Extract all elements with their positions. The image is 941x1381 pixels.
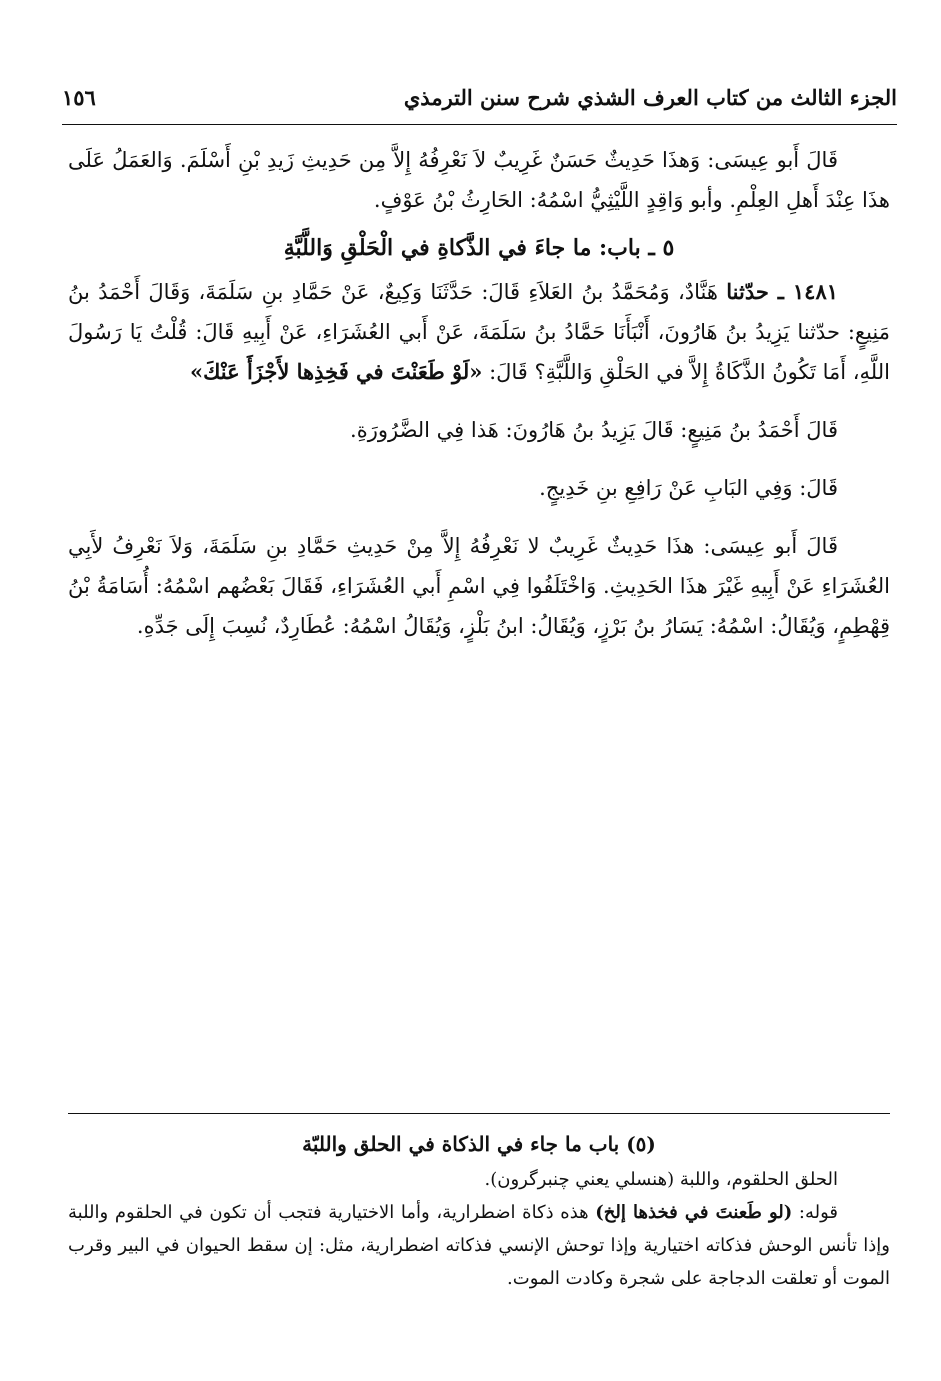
- running-title: الجزء الثالث من كتاب العرف الشذي شرح سنن الترمذي: [403, 84, 897, 110]
- bab-paragraph: قَالَ: وَفِي البَابِ عَنْ رَافِعِ بنِ خَدِيجٍ.: [539, 476, 838, 500]
- footnote-rule: [68, 1113, 890, 1114]
- footnotes: [68, 1128, 890, 1295]
- header-rule: [62, 124, 897, 125]
- footnote-prefix: قوله:: [798, 1202, 838, 1223]
- section-title: ٥ ـ باب: ما جاءَ في الذَّكاةِ في الْحَلْقِ وَاللَّبَّةِ: [283, 235, 675, 261]
- intro-paragraph: قَالَ أَبو عِيسَى: وَهذَا حَدِيثٌ حَسَنٌ غَرِيبٌ لاَ نَعْرِفُهُ إِلاَّ مِن حَدِيثِ زَيدِ بْنِ أَسْلَمَ. وَالعَمَلُ عَلَى هذَا عِنْدَ أَهلِ العِلْمِ. وأبو وَاقِدٍ اللَّيْثِيُّ اسْمُهُ: الحَارِثُ بْنُ عَوْفٍ.: [68, 148, 890, 212]
- hadith-text: هَنَّادٌ، وَمُحَمَّدُ بنُ العَلاَءِ قَالَ: حَدَّثَنَا وَكِيعٌ، عَنْ حَمَّادِ بنِ سَلَمَةَ، وَقَالَ أَحْمَدُ بنُ مَنِيعٍ: حدّثنا يَزِيدُ بنُ هَارُونَ، أَنْبَأَنَا حَمَّادُ بنُ سَلَمَةَ، عَنْ أَبي العُشَرَاءِ، عَنْ أَبِيهِ قَالَ: قُلْتُ يَا رَسُولَ اللَّهِ، أَمَا تَكُونُ الذَّكَاةُ إِلاَّ في الحَلْقِ وَاللَّبَّةِ؟ قَالَ:: [68, 280, 890, 384]
- footnote-body: هذه ذكاة اضطرارية، وأما الاختيارية فتجب أن تكون في الحلقوم واللبة وإذا تأنس الوحش فذكاته اختيارية وإذا توحش الإنسي فذكاته اضطرارية، مثل: إن سقط الحيوان في البير وقرب الموت أو تعلقت الدجاجة على شجرة وكادت الموت.: [68, 1202, 890, 1289]
- footnote-line-2: [68, 1196, 890, 1295]
- hadith-paragraph: [68, 272, 890, 392]
- hadith-number: ١٤٨١ ـ حدّثنا: [726, 279, 839, 304]
- page-header: [62, 80, 897, 114]
- ahmad-paragraph: قَالَ أَحْمَدُ بنُ مَنِيعٍ: قَالَ يَزِيدُ بنُ هَارُونَ: هَذا فِي الضَّرُورَةِ.: [350, 418, 838, 442]
- footnote-title: (٥) باب ما جاء في الذكاة في الحلق واللبّة: [302, 1132, 656, 1156]
- main-text: [68, 140, 890, 646]
- footnote-quote: (لو طَعنتَ في فخذها إلخ): [595, 1202, 793, 1223]
- footnote-line-1: الحلق الحلقوم، واللبة (هنسلي يعني چنبرگرون).: [484, 1169, 838, 1190]
- hadith-quote: «لَوْ طَعَنْتَ في فَخِذِها لأَجْزَأَ عَنْكَ»: [189, 359, 483, 384]
- page-number: ١٥٦: [62, 84, 96, 110]
- final-paragraph: قَالَ أَبو عِيسَى: هذَا حَدِيثٌ غَرِيبٌ لا نَعْرِفُهُ إِلاَّ مِنْ حَدِيثِ حَمَّادِ بنِ سَلَمَةَ، وَلاَ نَعْرِفُ لأَبِي العُشَرَاءِ عَنْ أَبِيهِ غَيْرَ هذَا الحَدِيثِ. وَاخْتَلَفُوا فِي اسْمِ أَبي العُشَرَاءِ، فَقَالَ بَعْضُهم اسْمُهُ: أُسَامَةُ بْنُ قِهْطِمٍ، وَيُقَالُ: اسْمُهُ: يَسَارُ بنُ بَرْزٍ، وَيُقَالُ: ابنُ بَلْزٍ، وَيُقَالُ اسْمُهُ: عُطَارِدٌ، نُسِبَ إِلَى جَدِّهِ.: [68, 534, 890, 638]
